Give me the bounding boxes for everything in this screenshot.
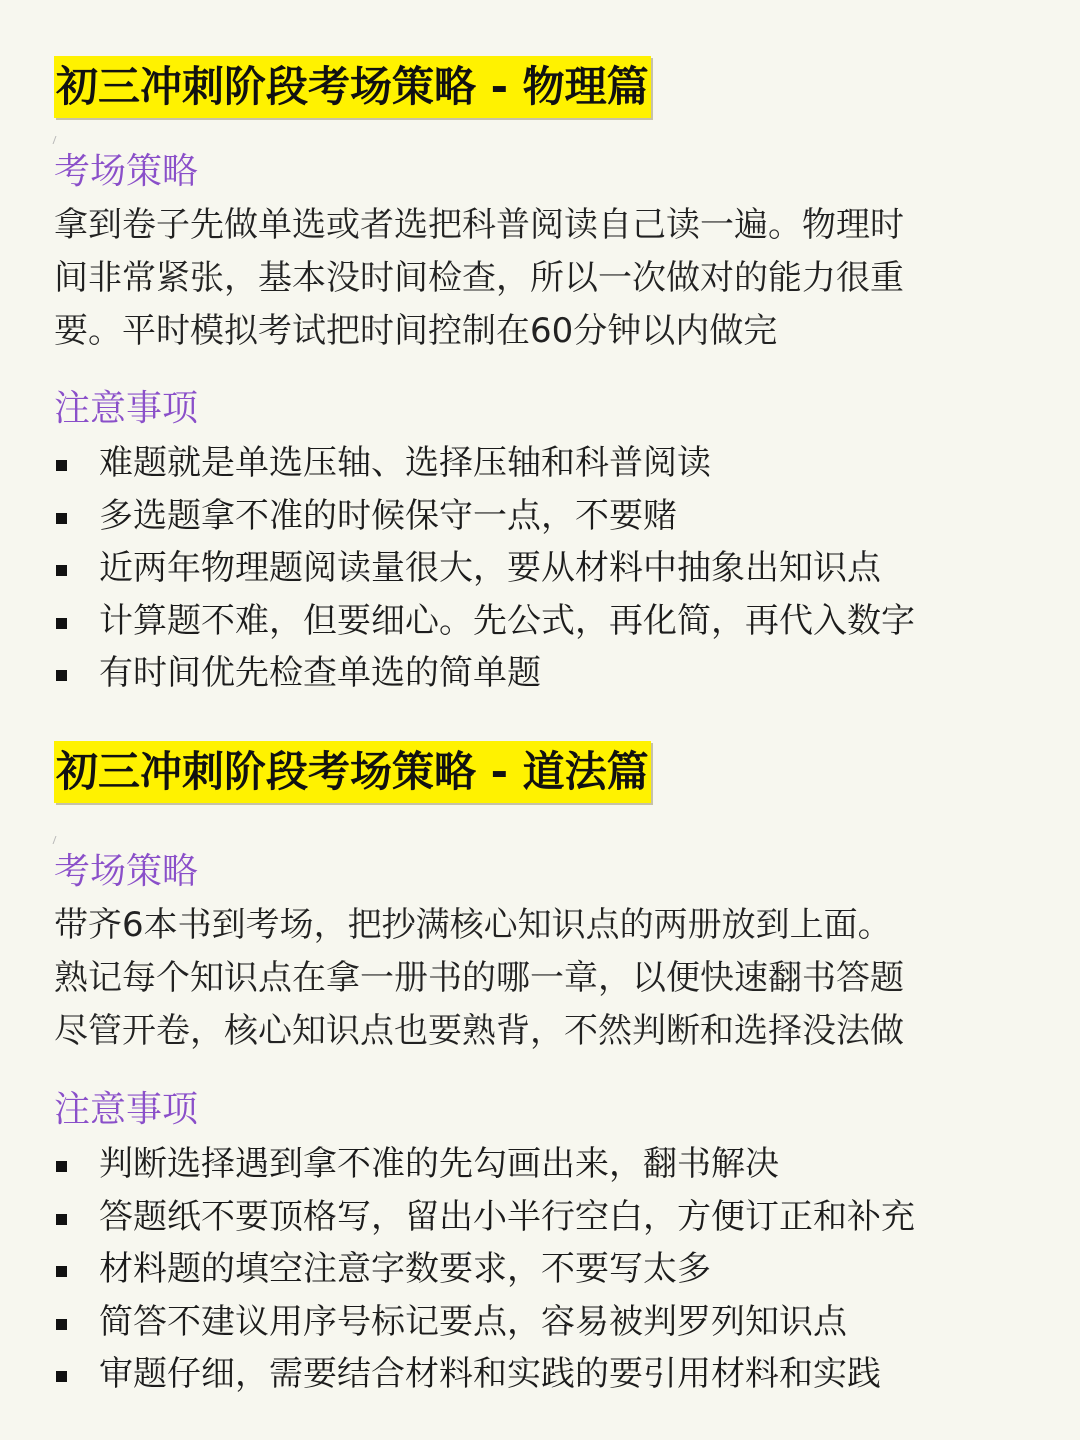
notes-heading: 注意事项 xyxy=(54,1089,199,1130)
notes-heading: 注意事项 xyxy=(54,388,199,429)
divider-mark xyxy=(53,836,57,844)
square-bullet-icon xyxy=(56,670,67,681)
strategy-line: 要。平时模拟考试把时间控制在60分钟以内做完 xyxy=(54,311,778,351)
strategy-line: 熟记每个知识点在拿一册书的哪一章，以便快速翻书答题 xyxy=(54,958,904,998)
strategy-line: 间非常紧张，基本没时间检查，所以一次做对的能力很重 xyxy=(54,258,904,298)
strategy-line: 尽管开卷，核心知识点也要熟背，不然判断和选择没法做 xyxy=(54,1011,904,1051)
section-title: 初三冲刺阶段考场策略 - 物理篇 xyxy=(54,56,651,118)
square-bullet-icon xyxy=(56,513,67,524)
section-physics: 初三冲刺阶段考场策略 - 物理篇 考场策略 拿到卷子先做单选或者选把科普阅读自己读一遍。物理时 间非常紧张，基本没时间检查，所以一次做对的能力很重 要。平时模拟考试把时间控制在60分钟以内做完 注意事项 难题就是单选压轴、选择压轴和科普阅读 多选题拿不准的时候保守一点，不要赌 近两年物理题阅读量很大，要从材料中抽象出知识点 计算题不难，但要细心。先公式，再化简，再代入数字 有时间优先检查单选的简单题 xyxy=(54,56,1054,118)
square-bullet-icon xyxy=(56,1371,67,1382)
divider-mark xyxy=(53,136,57,144)
square-bullet-icon xyxy=(56,1319,67,1330)
square-bullet-icon xyxy=(56,1266,67,1277)
strategy-line: 带齐6本书到考场，把抄满核心知识点的两册放到上面。 xyxy=(54,905,892,945)
strategy-heading: 考场策略 xyxy=(54,151,199,192)
square-bullet-icon xyxy=(56,565,67,576)
square-bullet-icon xyxy=(56,618,67,629)
square-bullet-icon xyxy=(56,460,67,471)
square-bullet-icon xyxy=(56,1161,67,1172)
strategy-paragraph xyxy=(54,199,1054,358)
section-morality-law: 初三冲刺阶段考场策略 - 道法篇 考场策略 带齐6本书到考场，把抄满核心知识点的两册放到上面。 熟记每个知识点在拿一册书的哪一章，以便快速翻书答题 尽管开卷，核心知识点也要熟背，不然判断和选择没法做 注意事项 判断选择遇到拿不准的先勾画出来，翻书解决 答题纸不要顶格写，留出小半行空白，方便订正和补充 材料题的填空注意字数要求，不要写太多 简答不建议用序号标记要点，容易被判罗列知识点 审题仔细，需要结合材料和实践的要引用材料和实践 xyxy=(54,741,1054,803)
section-title: 初三冲刺阶段考场策略 - 道法篇 xyxy=(54,741,651,803)
strategy-heading: 考场策略 xyxy=(54,851,199,892)
strategy-paragraph xyxy=(54,899,1054,1058)
strategy-line: 拿到卷子先做单选或者选把科普阅读自己读一遍。物理时 xyxy=(54,205,904,245)
square-bullet-icon xyxy=(56,1214,67,1225)
